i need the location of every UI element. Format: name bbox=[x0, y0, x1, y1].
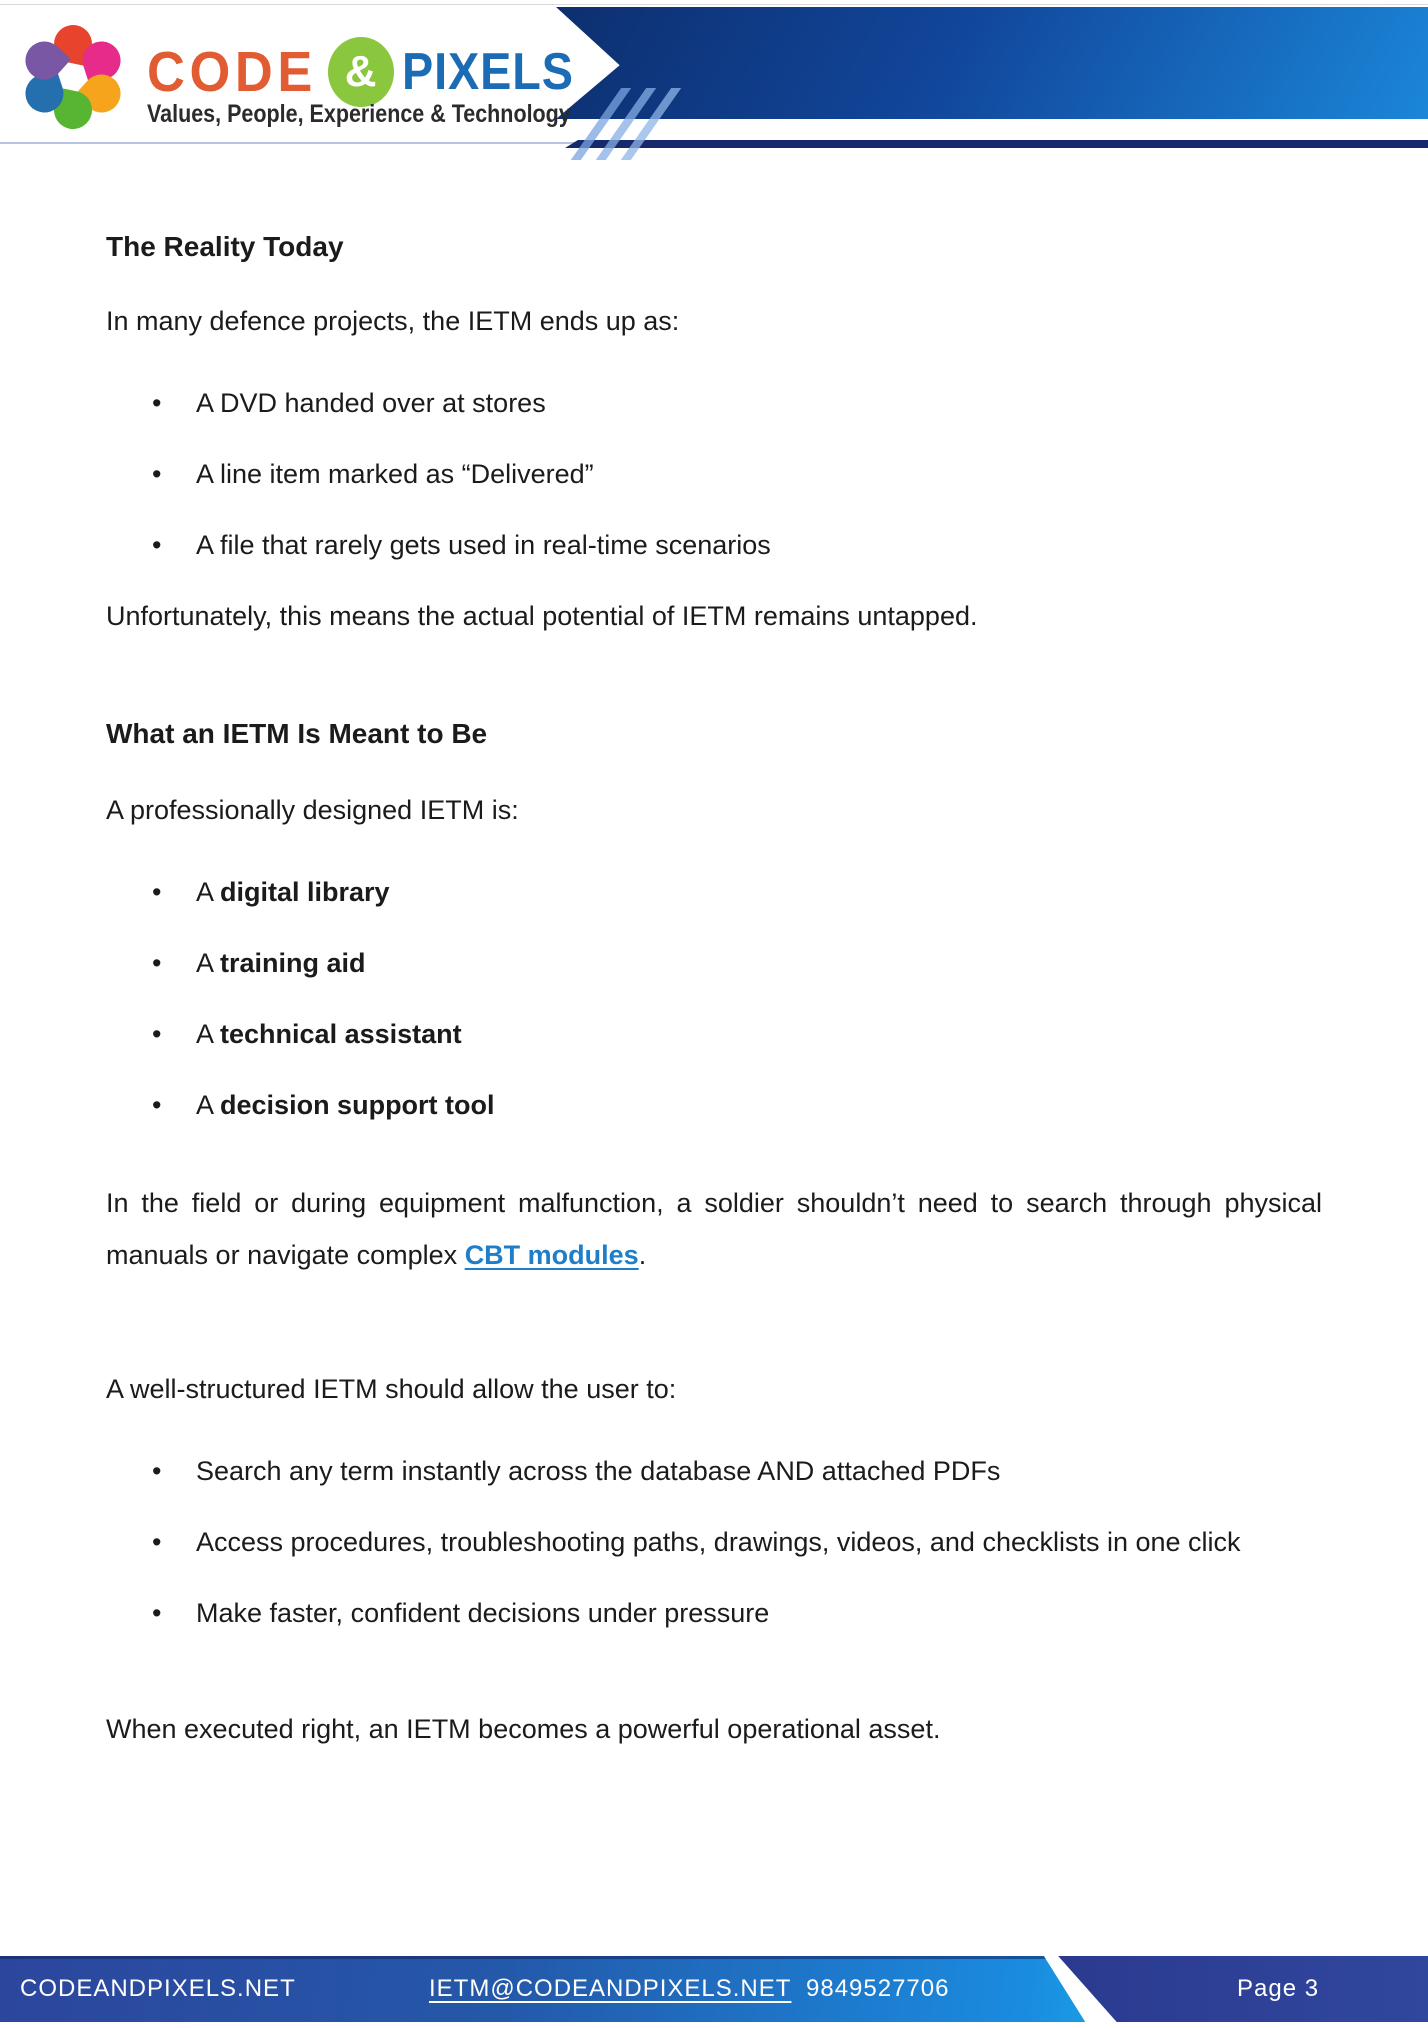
paragraph-wellstructured-intro: A well-structured IETM should allow the user to: bbox=[106, 1374, 677, 1404]
paragraph-reality-intro: In many defence projects, the IETM ends up as: bbox=[106, 306, 680, 336]
brand-ampersand-badge bbox=[328, 37, 394, 107]
paragraph-field-text: In the field or during equipment malfunction, a soldier shouldn’t need to search through physical manuals or navigate complex bbox=[106, 1188, 1322, 1270]
brand-wordmark bbox=[147, 36, 593, 108]
list-item bbox=[106, 1525, 1322, 1559]
list-item-bold-text: digital library bbox=[220, 877, 390, 907]
list-item bbox=[106, 946, 1322, 980]
brand-tagline: Values, People, Experience & Technology bbox=[147, 100, 571, 128]
list-item bbox=[106, 1088, 1322, 1122]
list-item bbox=[106, 875, 1322, 909]
list-item-bold-text: training aid bbox=[220, 948, 366, 978]
list-item bbox=[106, 1596, 1322, 1630]
list-item-prefix: A bbox=[196, 948, 221, 978]
top-divider bbox=[0, 4, 1428, 5]
list-item bbox=[106, 1017, 1322, 1051]
section-heading-meant: What an IETM Is Meant to Be bbox=[106, 718, 488, 749]
paragraph-field-period: . bbox=[638, 1240, 647, 1270]
list-item-prefix: A bbox=[196, 877, 221, 907]
list-item-prefix: A bbox=[196, 1090, 221, 1120]
list-item-text: Access procedures, troubleshooting paths, drawings, videos, and checklists in one click bbox=[196, 1527, 1241, 1557]
list-item-text: A file that rarely gets used in real-time scenarios bbox=[196, 530, 771, 560]
list-item-text: A DVD handed over at stores bbox=[196, 388, 546, 418]
footer-email-link[interactable]: IETM@CODEANDPIXELS.NET bbox=[429, 1975, 792, 2002]
reality-bullet-list bbox=[106, 386, 1322, 562]
meant-bullet-list bbox=[106, 875, 1322, 1122]
pinwheel-logo-icon bbox=[14, 18, 132, 136]
paragraph-final: When executed right, an IETM becomes a powerful operational asset. bbox=[106, 1714, 941, 1744]
header-banner bbox=[556, 7, 1428, 119]
paragraph-reality-outro: Unfortunately, this means the actual potential of IETM remains untapped. bbox=[106, 601, 978, 631]
footer-website: CODEANDPIXELS.NET bbox=[20, 1975, 296, 2002]
header-rule-navy bbox=[565, 140, 1428, 148]
cbt-modules-link[interactable]: CBT modules bbox=[464, 1240, 639, 1270]
paragraph-field bbox=[106, 1177, 1322, 1281]
footer-phone: 9849527706 bbox=[806, 1975, 950, 2002]
footer-page-number: Page 3 bbox=[1237, 1975, 1320, 2002]
list-item-bold-text: decision support tool bbox=[220, 1090, 495, 1120]
paragraph-meant-intro: A professionally designed IETM is: bbox=[106, 795, 519, 825]
list-item bbox=[106, 457, 1322, 491]
list-item-bold-text: technical assistant bbox=[220, 1019, 462, 1049]
list-item-text: Make faster, confident decisions under pressure bbox=[196, 1598, 770, 1628]
brand-pixels-text: PIXELS bbox=[401, 43, 574, 101]
section-heading-reality: The Reality Today bbox=[106, 231, 344, 262]
page-footer bbox=[0, 1956, 1428, 2022]
wellstructured-bullet-list bbox=[106, 1454, 1322, 1630]
brand-ampersand: & bbox=[344, 47, 377, 96]
list-item bbox=[106, 528, 1322, 562]
brand-code-text: CODE bbox=[147, 40, 317, 104]
list-item-prefix: A bbox=[196, 1019, 221, 1049]
list-item-text: Search any term instantly across the database AND attached PDFs bbox=[196, 1456, 1001, 1486]
list-item bbox=[106, 386, 1322, 420]
list-item-text: A line item marked as “Delivered” bbox=[196, 459, 594, 489]
page-header bbox=[0, 0, 1428, 150]
document-body bbox=[106, 148, 1322, 1746]
list-item bbox=[106, 1454, 1322, 1488]
